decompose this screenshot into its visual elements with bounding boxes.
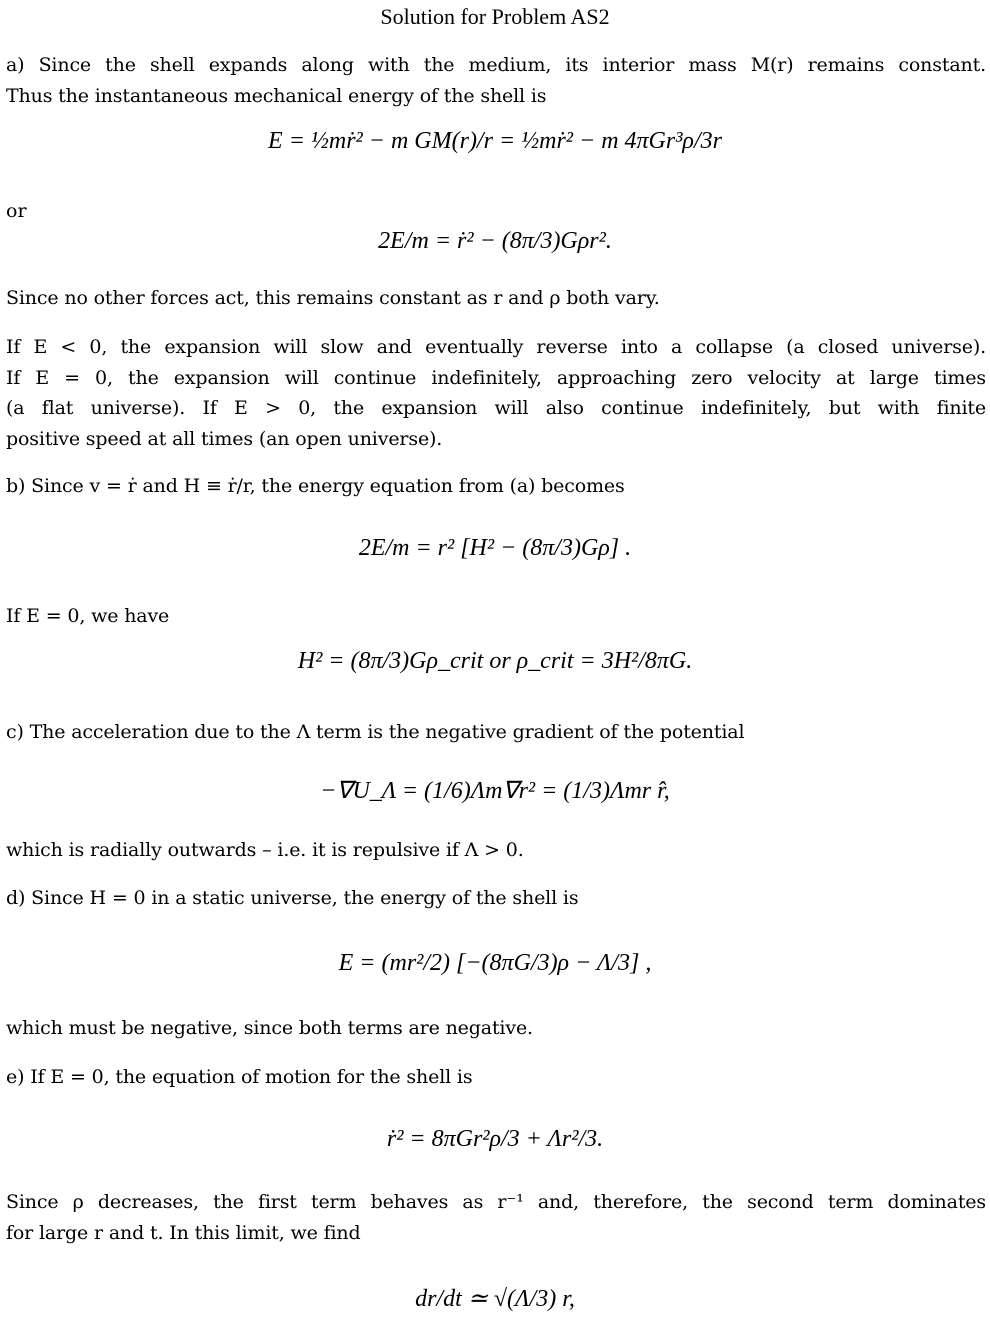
text-line: b) Since v = ṙ and H ≡ ṙ/r, the energy equation from (a) becomes: [6, 475, 625, 497]
text-line: Thus the instantaneous mechanical energy of the shell is: [6, 84, 547, 107]
text-line: If E < 0, the expansion will slow and eventually reverse into a collapse (a closed universe).: [6, 336, 986, 358]
equation-text: 2E/m = ṙ² − (8π/3)Gρr².: [378, 228, 612, 254]
text-line: If E = 0, we have: [6, 605, 170, 627]
text-line: (a flat universe). If E > 0, the expansion will also continue indefinitely, but with finite: [6, 397, 986, 419]
or-label: or: [6, 200, 27, 222]
cases-paragraph: [6, 332, 986, 454]
part-a-conclusion: [6, 283, 986, 314]
equation-energy: [0, 128, 990, 155]
text-line: positive speed at all times (an open universe).: [6, 427, 443, 450]
part-d-intro: [6, 883, 986, 914]
part-e-paragraph: [6, 1187, 986, 1248]
equation-energy-hubble: [0, 535, 990, 562]
text-line: which must be negative, since both terms are negative.: [6, 1017, 533, 1039]
equation-text: dr/dt ≃ √(Λ/3) r,: [415, 1286, 575, 1312]
equation-lambda-gradient: [0, 776, 990, 805]
part-b-intro: [6, 471, 986, 502]
part-d-conclusion: [6, 1013, 986, 1044]
part-c-intro: [6, 717, 986, 748]
equation-text: 2E/m = r² [H² − (8π/3)Gρ] .: [358, 535, 632, 561]
equation-motion: [0, 1126, 990, 1153]
text-line: a) Since the shell expands along with the medium, its interior mass M(r) remains constant.: [6, 54, 986, 76]
equation-text: H² = (8π/3)Gρ_crit or ρ_crit = 3H²/8πG.: [297, 648, 693, 674]
equation-static-energy: [0, 950, 990, 977]
part-a-paragraph: [6, 50, 986, 111]
part-c-conclusion: [6, 835, 986, 866]
part-e-intro: [6, 1062, 986, 1093]
equation-text: ṙ² = 8πGr²ρ/3 + Λr²/3.: [386, 1126, 604, 1152]
text-line: for large r and t. In this limit, we find: [6, 1221, 361, 1244]
equation-text: E = ½mṙ² − m GM(r)/r = ½mṙ² − m 4πGr³ρ/3r: [268, 128, 722, 154]
text-line: e) If E = 0, the equation of motion for the shell is: [6, 1066, 473, 1088]
equation-text: E = (mr²/2) [−(8πG/3)ρ − Λ/3] ,: [338, 950, 652, 976]
equation-energy-per-mass: [0, 228, 990, 255]
part-b-condition: [6, 601, 986, 632]
text-line: If E = 0, the expansion will continue indefinitely, approaching zero velocity at large times: [6, 366, 986, 389]
text-line: which is radially outwards – i.e. it is repulsive if Λ > 0.: [6, 839, 524, 861]
text-line: Since no other forces act, this remains constant as r and ρ both vary.: [6, 287, 660, 309]
text-line: c) The acceleration due to the Λ term is the negative gradient of the potential: [6, 721, 745, 743]
equation-text: −∇U_Λ = (1/6)Λm∇r² = (1/3)Λmr r̂,: [320, 778, 670, 804]
text-line: d) Since H = 0 in a static universe, the energy of the shell is: [6, 887, 579, 909]
equation-critical-density: [0, 648, 990, 675]
page-title: Solution for Problem AS2: [380, 4, 610, 29]
text-line: Since ρ decreases, the first term behaves as r⁻¹ and, therefore, the second term dominates: [6, 1191, 986, 1213]
equation-limit: [0, 1284, 990, 1313]
